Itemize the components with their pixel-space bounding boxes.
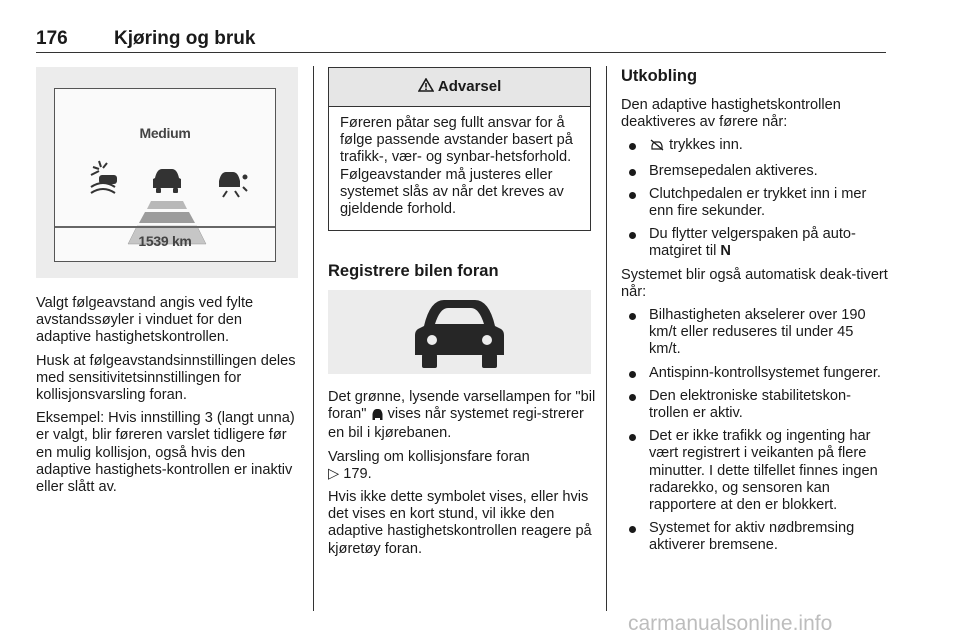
warning-text: Føreren påtar seg fullt ansvar for å følge passende avstander basert på trafikk-, vær- og synbar-hetsforhold. Følgeavstander må justeres eller systemet slås av når det kreves av gjeldende forhold. (340, 115, 573, 218)
warning-triangle-icon (418, 78, 438, 95)
list-item: Antispinn-kontrollsystemet fungerer. (621, 365, 889, 382)
cancel-acc-icon (649, 139, 665, 156)
paragraph: Hvis ikke dette symbolet vises, eller hvis det vises en kort stund, vil ikke den adaptive hastighetskontrollen reagere på kjøretøy foran. (328, 489, 592, 557)
list-item: Clutchpedalen er trykket inn i mer enn fire sekunder. (621, 186, 889, 220)
paragraph: Valgt følgeavstand angis ved fylte avstandssøyler i vinduet for den adaptive hastighetskontrollen. (36, 295, 254, 346)
watermark: carmanualsonline.info (628, 612, 833, 635)
text-run: trykkes inn. (669, 137, 743, 154)
paragraph: Husk at følgeavstandsinnstillingen deles med sensitivitetsinnstillingen for kollisjonsvarsling foran. (36, 352, 296, 404)
display-separator (55, 226, 275, 228)
list-item (621, 137, 889, 156)
header-rule (36, 52, 886, 53)
warning-title: Advarsel (437, 78, 502, 96)
auto-deactivation-list (621, 307, 889, 555)
text-run: Varsling om kollisjonsfare foran (328, 448, 530, 465)
text-run: Du flytter velgerspaken på auto-matgiret til (649, 226, 856, 260)
page-ref-arrow-icon: ▷ (328, 465, 340, 482)
gear-n-label: N (720, 243, 731, 260)
list-item: Bilhastigheten akselerer over 190 km/t eller reduseres til under 45 km/t. (621, 307, 889, 359)
sensor-blocked-icon (219, 172, 247, 197)
acc-display-screen (54, 88, 276, 262)
section-heading-registrere: Registrere bilen foran (328, 262, 499, 280)
deactivation-list (621, 137, 889, 260)
page-title: Kjøring og bruk (114, 28, 256, 49)
paragraph: Den adaptive hastighetskontrollen deaktiveres av førere når: (621, 97, 841, 131)
column-divider-1 (313, 66, 314, 611)
text-run: Det grønne, lysende varsellampen for "bil foran" (328, 389, 596, 423)
text-run: vises når systemet regi-strerer en bil i kjørebanen. (328, 406, 584, 442)
warning-box (328, 67, 591, 231)
left-column-text (36, 295, 301, 502)
list-item: Bremsepedalen aktiveres. (621, 163, 889, 180)
car-ahead-small-icon (153, 169, 181, 193)
right-column-text (621, 97, 889, 561)
warning-header (329, 68, 590, 107)
column-divider-2 (606, 66, 607, 611)
middle-column-text (328, 389, 596, 564)
section-heading-utkobling: Utkobling (621, 67, 698, 85)
acc-display-figure (36, 67, 298, 278)
page-header (36, 27, 886, 51)
paragraph (328, 389, 596, 443)
list-item: Systemet for aktiv nødbremsing aktiverer bremsene. (621, 520, 889, 554)
car-ahead-figure (328, 290, 591, 374)
paragraph: Eksempel: Hvis innstilling 3 (langt unna) er valgt, blir føreren varslet tidligere før en mulig kollisjon, også hvis den adaptive hastighets-kontrollen er inaktiv eller slått av. (36, 410, 295, 496)
page-reference[interactable]: 179. (343, 465, 372, 482)
page-number: 176 (36, 28, 68, 49)
list-item (621, 226, 889, 260)
paragraph: Systemet blir også automatisk deak-tivert når: (621, 266, 888, 300)
collision-sensitivity-icon (91, 161, 117, 193)
car-ahead-icon (328, 290, 591, 374)
paragraph (328, 449, 596, 483)
car-ahead-inline-icon (371, 408, 384, 425)
list-item: Den elektroniske stabilitetskon-trollen er aktiv. (621, 388, 889, 422)
following-distance-label: Medium (139, 125, 191, 141)
odometer-readout: 1539 km (138, 233, 192, 249)
list-item: Det er ikke trafikk og ingenting har vært registrert i veikanten på flere minutter. I dette tilfellet finnes ingen radarekko, og sensoren kan rapportere at den er blokkert. (621, 428, 889, 514)
